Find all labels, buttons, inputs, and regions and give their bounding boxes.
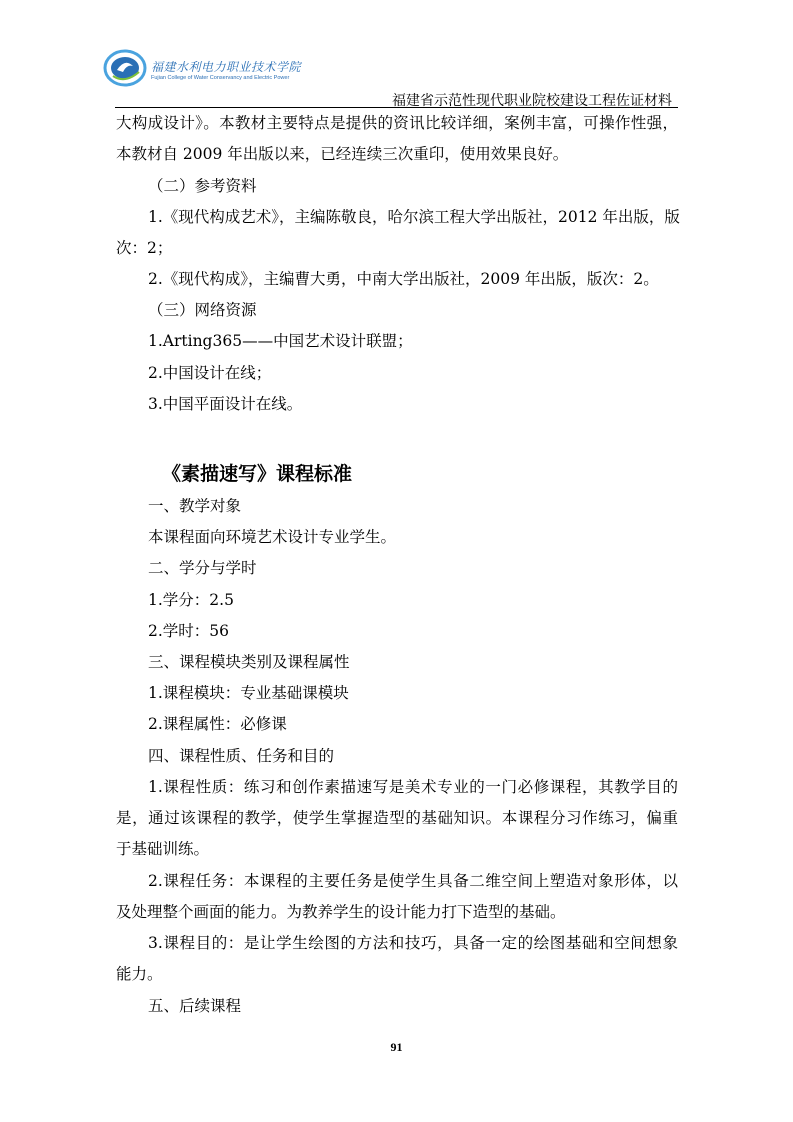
section-heading: 四、课程性质、任务和目的 — [148, 747, 335, 765]
list-item: 1.学分：2.5 — [148, 591, 234, 609]
paragraph-line: 于基础训练。 — [116, 840, 210, 858]
paragraph-line: 是，通过该课程的教学，使学生掌握造型的基础知识。本课程分习作练习，偏重 — [116, 809, 678, 827]
resource-item: 2.中国设计在线； — [148, 364, 272, 382]
college-logo — [103, 46, 302, 92]
paragraph-line: 大构成设计》。本教材主要特点是提供的资讯比较详细，案例丰富，可操作性强， — [116, 114, 678, 132]
reference-item-cont: 次：2； — [116, 239, 173, 257]
logo-chinese-name: 福建水利电力职业技术学院 — [151, 60, 302, 74]
subheading: （二）参考资料 — [148, 177, 257, 195]
reference-item: 1.《现代构成艺术》，主编陈敬良，哈尔滨工程大学出版社，2012 年出版，版 — [148, 208, 680, 226]
page-number: 91 — [390, 1040, 403, 1054]
section-heading: 二、学分与学时 — [148, 559, 257, 577]
paragraph-line: 及处理整个画面的能力。为教养学生的设计能力打下造型的基础。 — [116, 903, 566, 921]
paragraph-line: 能力。 — [116, 965, 163, 983]
section-heading: 三、课程模块类别及课程属性 — [148, 653, 350, 671]
resource-item: 3.中国平面设计在线。 — [148, 395, 303, 413]
college-emblem-icon — [103, 46, 147, 90]
reference-item: 2.《现代构成》，主编曹大勇，中南大学出版社，2009 年出版，版次：2。 — [148, 270, 659, 288]
section-title: 《素描速写》课程标准 — [162, 463, 353, 485]
subheading: （三）网络资源 — [148, 301, 257, 319]
paragraph-line: 3.课程目的：是让学生绘图的方法和技巧，具备一定的绘图基础和空间想象 — [148, 934, 678, 952]
paragraph-line: 2.课程任务：本课程的主要任务是使学生具备二维空间上塑造对象形体，以 — [148, 872, 678, 890]
section-heading: 五、后续课程 — [148, 997, 242, 1015]
header-title: 福建省示范性现代职业院校建设工程佐证材料 — [392, 93, 672, 109]
list-item: 1.课程模块：专业基础课模块 — [148, 684, 349, 702]
section-heading: 一、教学对象 — [148, 497, 242, 515]
list-item: 2.学时：56 — [148, 622, 230, 640]
paragraph-line: 本教材自 2009 年出版以来，已经连续三次重印，使用效果良好。 — [116, 145, 569, 163]
logo-english-name: Fujian College of Water Conservancy and Electric Power — [151, 75, 290, 81]
paragraph-line: 1.课程性质：练习和创作素描速写是美术专业的一门必修课程，其教学目的 — [148, 778, 678, 796]
header-rule — [115, 107, 678, 108]
list-item: 2.课程属性：必修课 — [148, 715, 287, 733]
resource-item: 1.Arting365——中国艺术设计联盟； — [148, 332, 413, 350]
paragraph-line: 本课程面向环境艺术设计专业学生。 — [148, 528, 397, 546]
